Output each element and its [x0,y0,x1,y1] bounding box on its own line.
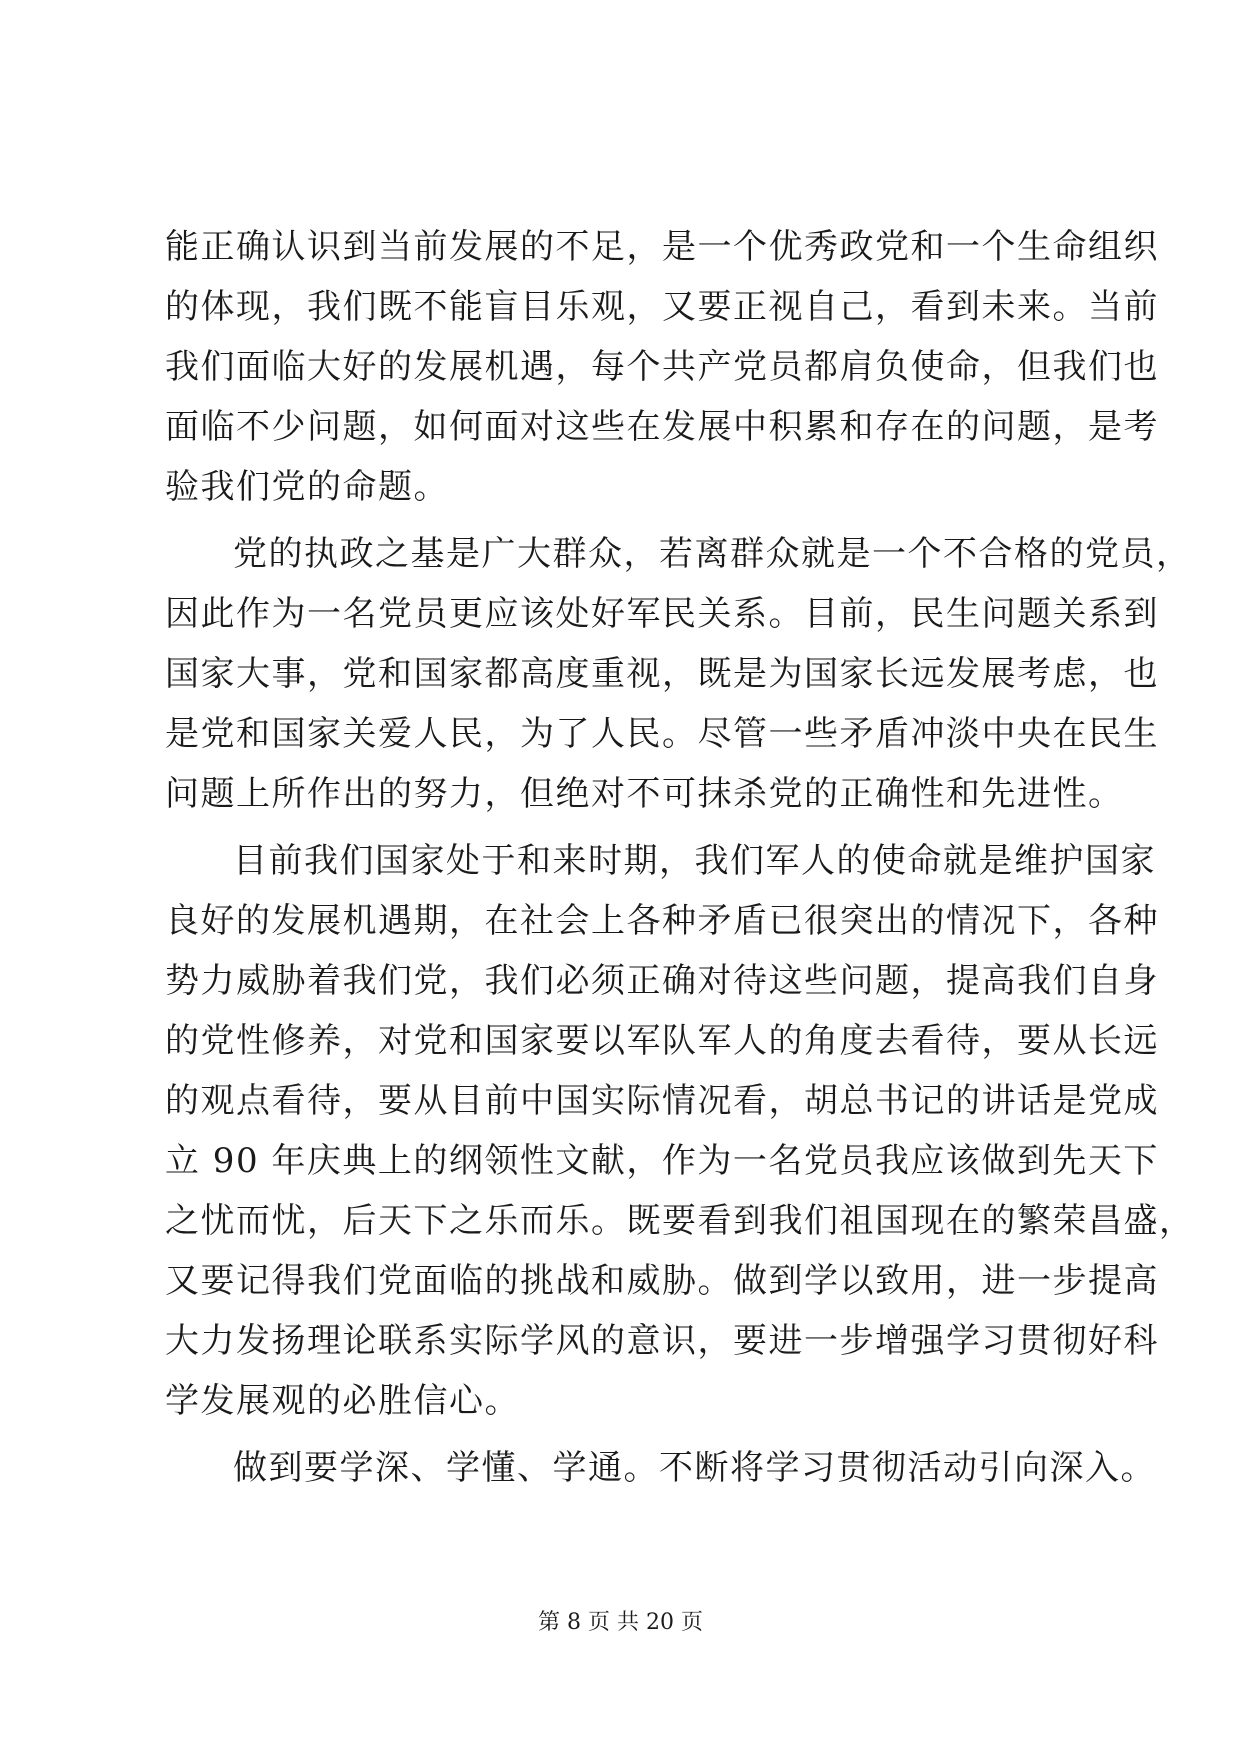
paragraph [165,841,1195,1444]
text-line: 大力发扬理论联系实际学风的意识，要进一步增强学习贯彻好科 [165,1321,1159,1361]
text-line: 学发展观的必胜信心。 [165,1381,520,1421]
text-line: 做到要学深、学懂、学通。不断将学习贯彻活动引向深入。 [233,1448,1156,1488]
text-line: 目前我们国家处于和来时期，我们军人的使命就是维护国家 [233,841,1156,881]
text-line: 的党性修养，对党和国家要以军队军人的角度去看待，要从长远 [165,1021,1159,1061]
page-footer [0,1612,1241,1634]
text-line: 面临不少问题，如何面对这些在发展中积累和存在的问题，是考 [165,407,1159,447]
text-line: 的观点看待，要从目前中国实际情况看，胡总书记的讲话是党成 [165,1081,1159,1121]
text-line: 验我们党的命题。 [165,467,449,507]
paragraph [165,1448,1156,1511]
text-line: 是党和国家关爱人民，为了人民。尽管一些矛盾冲淡中央在民生 [165,714,1159,754]
text-line: 因此作为一名党员更应该处好军民关系。目前，民生问题关系到 [165,594,1159,634]
text-line: 之忧而忧，后天下之乐而乐。既要看到我们祖国现在的繁荣昌盛， [165,1201,1195,1241]
text-line: 党的执政之基是广大群众，若离群众就是一个不合格的党员， [233,534,1192,574]
text-line: 立 90 年庆典上的纲领性文献，作为一名党员我应该做到先天下 [165,1141,1159,1181]
page-number: 第 8 页 共 20 页 [538,1610,703,1635]
text-line: 又要记得我们党面临的挑战和威胁。做到学以致用，进一步提高 [165,1261,1159,1301]
document-body [165,227,1195,1511]
text-line: 势力威胁着我们党，我们必须正确对待这些问题，提高我们自身 [165,961,1159,1001]
text-line: 问题上所作出的努力，但绝对不可抹杀党的正确性和先进性。 [165,774,1124,814]
paragraph [165,534,1192,837]
paragraph [165,227,1159,530]
text-line: 国家大事，党和国家都高度重视，既是为国家长远发展考虑，也 [165,654,1159,694]
text-line: 良好的发展机遇期，在社会上各种矛盾已很突出的情况下，各种 [165,901,1159,941]
text-line: 我们面临大好的发展机遇，每个共产党员都肩负使命，但我们也 [165,347,1159,387]
text-line: 的体现，我们既不能盲目乐观，又要正视自己，看到未来。当前 [165,287,1159,327]
text-line: 能正确认识到当前发展的不足，是一个优秀政党和一个生命组织 [165,227,1159,267]
